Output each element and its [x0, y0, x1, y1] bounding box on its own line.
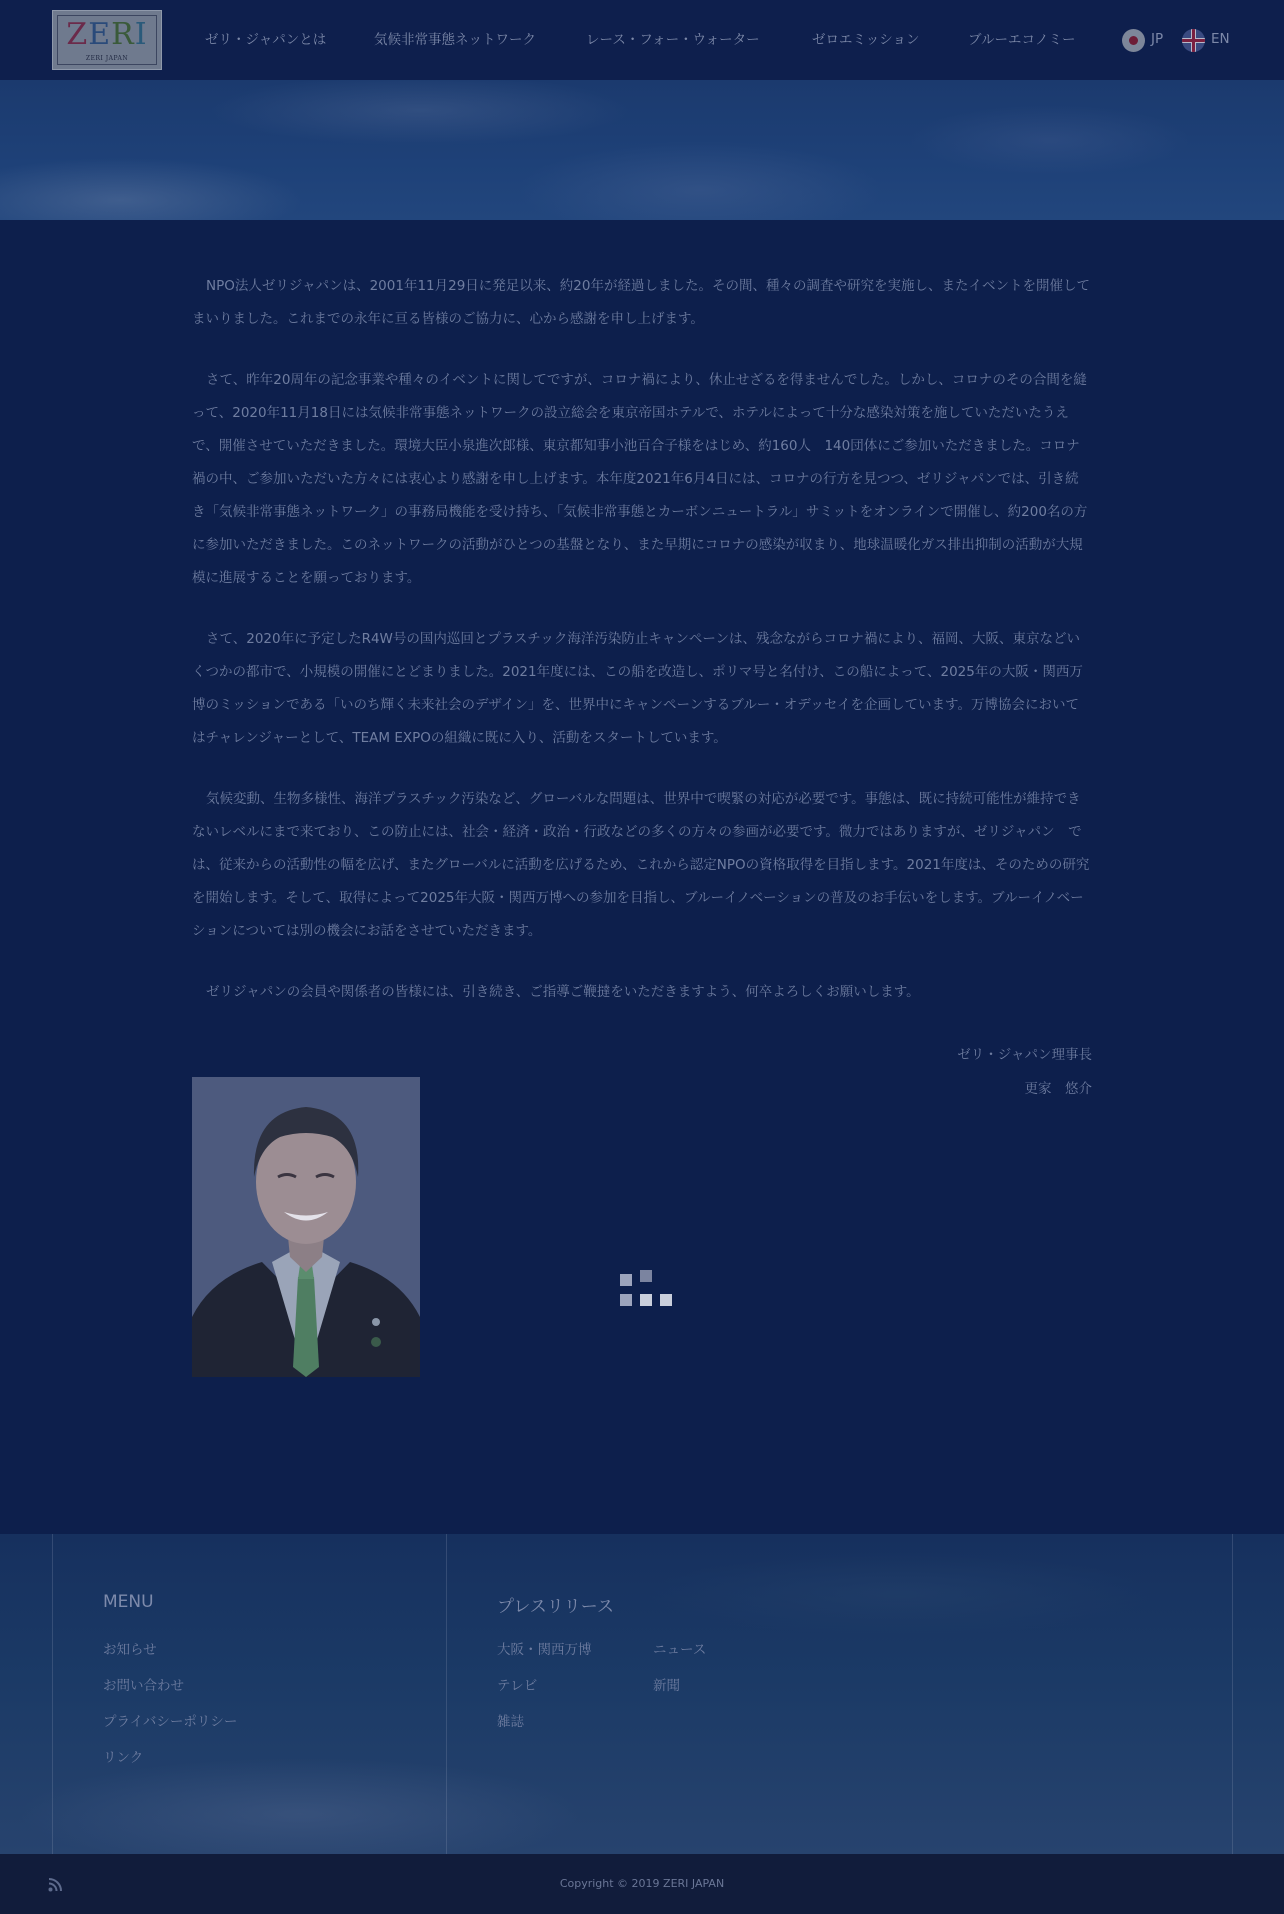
nav-about[interactable]: ゼリ・ジャパンとは	[205, 32, 327, 48]
footer-divider	[446, 1534, 447, 1854]
lang-jp-label: JP	[1151, 31, 1164, 47]
nav-climate-emergency-network[interactable]: 気候非常事態ネットワーク	[374, 32, 536, 48]
footer-divider	[52, 1534, 53, 1854]
lang-en-link[interactable]	[1182, 29, 1242, 53]
footer-link-links[interactable]: リンク	[103, 1750, 144, 1766]
jp-flag-icon	[1122, 29, 1145, 52]
footer-link-news[interactable]: お知らせ	[103, 1642, 157, 1658]
signature-name: 更家 悠介	[1024, 1081, 1092, 1097]
message-paragraph: さて、2020年に予定したR4W号の国内巡回とプラスチック海洋汚染防止キャンペーンは、残念ながらコロナ禍により、福岡、大阪、東京などいくつかの都市で、小規模の開催にとどまりました。2021年度には、この船を改造し、ポリマ号と名付け、この船によって、2025年の大阪・関西万博のミッションである「いのち輝く未来社会のデザイン」を、世界中にキャンペーンするブルー・オデッセイを企画しています。万博協会においてはチャレンジャーとして、TEAM EXPOの組織に既に入り、活動をスタートしています。	[192, 631, 1083, 746]
copyright-bar	[0, 1854, 1284, 1914]
message-paragraph: ゼリジャパンの会員や関係者の皆様には、引き続き、ご指導ご鞭撻をいただきますよう、何卒よろしくお願いします。	[206, 984, 920, 1000]
message-paragraph: さて、昨年20周年の記念事業や種々のイベントに関してですが、コロナ禍により、休止せざるを得ませんでした。しかし、コロナのその合間を縫って、2020年11月18日には気候非常事態ネットワークの設立総会を東京帝国ホテルで、ホテルによって十分な感染対策を施していただいたうえで、開催させていただきました。環境大臣小泉進次郎様、東京都知事小池百合子様をはじめ、約160人 140団体にご参加いただきました。コロナ禍の中、ご参加いただいた方々には衷心より感謝を申し上げます。本年度2021年6月4日には、コロナの行方を見つつ、ゼリジャパンでは、引き続き「気候非常事態ネットワーク」の事務局機能を受け持ち、「気候非常事態とカーボンニュートラル」サミットをオンラインで開催し、約200名の方に参加いただきました。このネットワークの活動がひとつの基盤となり、また早期にコロナの感染が収まり、地球温暖化ガス排出抑制の活動が大規模に進展することを願っております。	[192, 372, 1088, 586]
footer-menu-title: MENU	[103, 1592, 154, 1612]
zeri-japan-logo[interactable]	[52, 10, 162, 70]
footer-link-newspaper[interactable]: 新聞	[653, 1678, 680, 1694]
uk-flag-icon	[1182, 29, 1205, 52]
message-paragraph: 気候変動、生物多様性、海洋プラスチック汚染など、グローバルな問題は、世界中で喫緊の対応が必要です。事態は、既に持続可能性が維持できないレベルにまで来ており、この防止には、社会・経済・政治・行政などの多くの方々の参画が必要です。微力ではありますが、ゼリジャパン では、従来からの活動性の幅を広げ、またグローバルに活動を広げるため、これから認定NPOの資格取得を目指します。2021年度は、そのための研究を開始します。そして、取得によって2025年大阪・関西万博への参加を目指し、ブルーイノベーションの普及のお手伝いをします。ブルーイノベーションについては別の機会にお話をさせていただきます。	[192, 791, 1090, 939]
chairman-photo	[192, 1077, 420, 1377]
message-paragraph: NPO法人ゼリジャパンは、2001年11月29日に発足以来、約20年が経過しました。その間、種々の調査や研究を実施し、またイベントを開催してまいりました。これまでの永年に亘る皆様のご協力に、心から感謝を申し上げます。	[192, 278, 1090, 327]
lang-jp-link[interactable]	[1122, 29, 1172, 53]
footer-link-magazine[interactable]: 雑誌	[497, 1714, 524, 1730]
footer-link-tv[interactable]: テレビ	[497, 1678, 538, 1694]
footer-divider	[1232, 1534, 1233, 1854]
signature-title: ゼリ・ジャパン理事長	[957, 1047, 1092, 1063]
footer-link-expo[interactable]: 大阪・関西万博	[497, 1642, 592, 1658]
nav-zero-emission[interactable]: ゼロエミッション	[812, 32, 920, 48]
nav-race-for-water[interactable]: レース・フォー・ウォーター	[586, 32, 760, 48]
lang-en-label: EN	[1211, 31, 1230, 47]
hero-sky-banner	[0, 80, 1284, 220]
footer-press-title: プレスリリース	[497, 1597, 614, 1617]
loading-spinner-icon	[620, 1270, 672, 1308]
nav-blue-economy[interactable]: ブルーエコノミー	[968, 32, 1076, 48]
chairman-message	[192, 270, 1092, 1037]
copyright-text: Copyright © 2019 ZERI JAPAN	[559, 1877, 725, 1890]
footer-link-privacy[interactable]: プライバシーポリシー	[103, 1714, 238, 1730]
site-footer	[0, 1534, 1284, 1854]
site-header	[0, 0, 1284, 80]
footer-link-contact[interactable]: お問い合わせ	[103, 1678, 184, 1694]
logo-subtitle: ZERI JAPAN	[85, 55, 129, 62]
logo-text: ZERI	[66, 17, 148, 52]
footer-link-press-news[interactable]: ニュース	[653, 1642, 707, 1658]
